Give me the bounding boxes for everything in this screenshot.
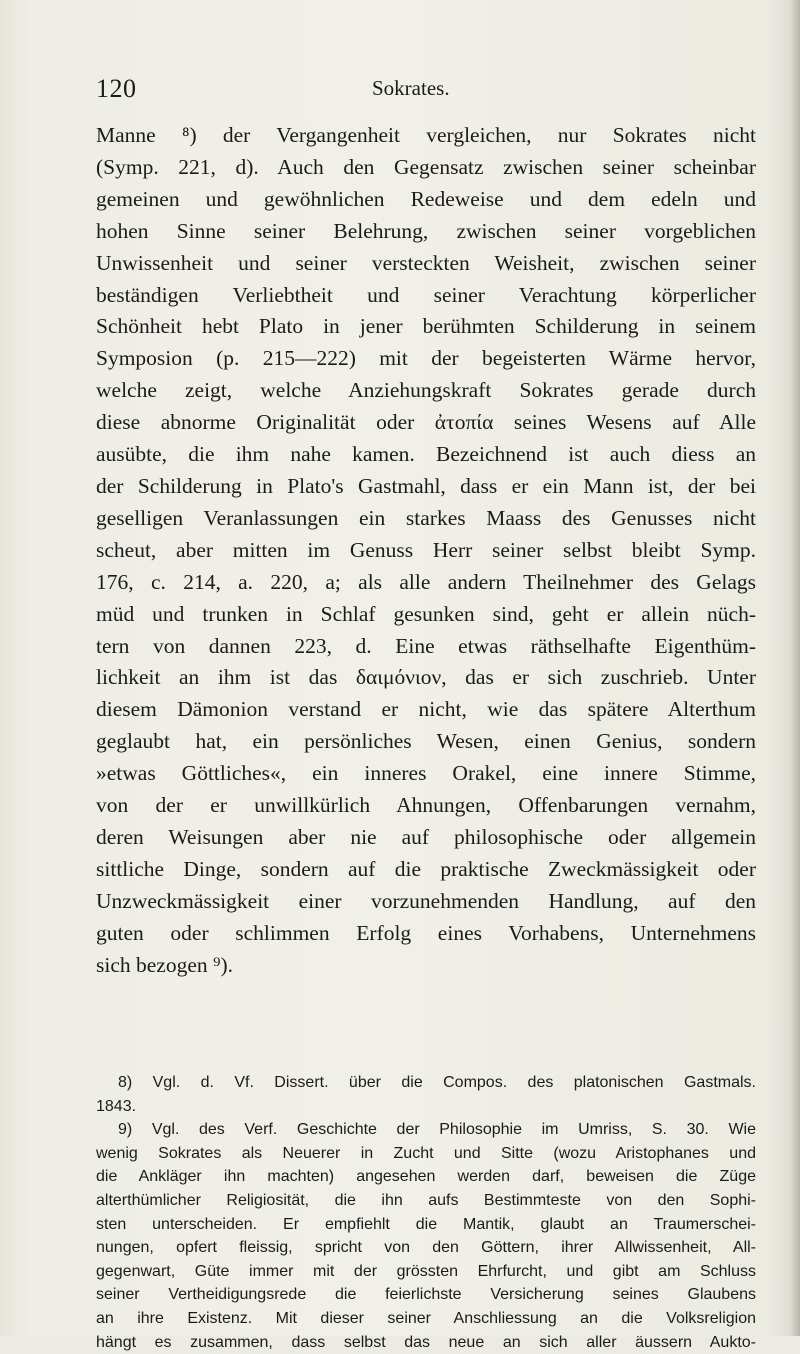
text-line: gemeinen und gewöhnlichen Redeweise und dem edeln und <box>96 186 756 211</box>
main-text <box>96 120 756 981</box>
text-line: diesem Dämonion verstand er nicht, wie das spätere Alterthum <box>96 697 756 722</box>
text-line: (Symp. 221, d). Auch den Gegensatz zwischen seiner scheinbar <box>96 154 756 179</box>
page-edge-shadow <box>790 0 800 1336</box>
text-line: sittliche Dinge, sondern auf die praktische Zweckmässigkeit oder <box>96 856 756 881</box>
footnote-line: wenig Sokrates als Neuerer in Zucht und Sitte (wozu Aristophanes und <box>96 1144 756 1162</box>
running-title: Sokrates. <box>372 76 450 100</box>
footnote-line: hängt es zusammen, dass selbst das neue an sich aller äussern Aukto- <box>96 1333 756 1351</box>
text-line: geglaubt hat, ein persönliches Wesen, einen Genius, sondern <box>96 729 756 754</box>
text-line: diese abnorme Originalität oder ἀτοπία seines Wesens auf Alle <box>96 410 756 435</box>
text-line: Manne ⁸) der Vergangenheit vergleichen, nur Sokrates nicht <box>96 123 756 147</box>
text-line: 176, c. 214, a. 220, a; als alle andern Theilnehmer des Gelags <box>96 569 756 594</box>
text-line: beständigen Verliebtheit und seiner Verachtung körperlicher <box>96 282 756 307</box>
text-line: Schönheit hebt Plato in jener berühmten Schilderung in seinem <box>96 314 756 339</box>
footnote-line: an ihre Existenz. Mit dieser seiner Anschliessung an die Volksreligion <box>96 1309 756 1327</box>
footnote-line: alterthümlicher Religiosität, die ihn aufs Bestimmteste von den Sophi- <box>96 1191 756 1209</box>
text-line: ausübte, die ihm nahe kamen. Bezeichnend ist auch diess an <box>96 442 756 467</box>
text-line: von der er unwillkürlich Ahnungen, Offenbarungen vernahm, <box>96 793 756 818</box>
footnote-line: die Ankläger ihn machten) angesehen werden darf, beweisen die Züge <box>96 1168 756 1186</box>
footnote-line: sten unterscheiden. Er empfiehlt die Mantik, glaubt an Traumerschei- <box>96 1215 756 1233</box>
footnote-8: 8) Vgl. d. Vf. Dissert. über die Compos. des platonischen Gastmals. <box>118 1074 756 1091</box>
text-line: hohen Sinne seiner Belehrung, zwischen seiner vorgeblichen <box>96 218 756 243</box>
text-line: Symposion (p. 215—222) mit der begeisterten Wärme hervor, <box>96 346 756 371</box>
text-line: welche zeigt, welche Anziehungskraft Sokrates gerade durch <box>96 378 756 403</box>
footnote-line: 1843. <box>96 1097 137 1115</box>
text-line: der Schilderung in Plato's Gastmahl, dass er ein Mann ist, der bei <box>96 473 756 498</box>
text-line: sich bezogen ⁹). <box>96 952 234 977</box>
text-line: »etwas Göttliches«, ein inneres Orakel, eine innere Stimme, <box>96 761 756 786</box>
text-line: scheut, aber mitten im Genuss Herr seiner selbst bleibt Symp. <box>96 537 756 562</box>
text-line: lichkeit an ihm ist das δαιμόνιον, das er sich zuschrieb. Unter <box>96 665 756 690</box>
page-number: 120 <box>96 74 137 103</box>
footnote-9: 9) Vgl. des Verf. Geschichte der Philosophie im Umriss, S. 30. Wie <box>118 1121 756 1139</box>
page-header <box>96 70 756 104</box>
text-line: müd und trunken in Schlaf gesunken sind, geht er allein nüch- <box>96 601 756 626</box>
text-line: deren Weisungen aber nie auf philosophische oder allgemein <box>96 824 756 849</box>
text-line: guten oder schlimmen Erfolg eines Vorhabens, Unternehmens <box>96 920 756 945</box>
text-line: Unzweckmässigkeit einer vorzunehmenden Handlung, auf den <box>96 888 756 913</box>
text-line: tern von dannen 223, d. Eine etwas räthselhafte Eigenthüm- <box>96 633 756 658</box>
footnote-line: nungen, opfert fleissig, spricht von den Göttern, ihrer Allwissenheit, All- <box>96 1239 756 1257</box>
footnote-line: gegenwart, Güte immer mit der grössten Ehrfurcht, und gibt am Schluss <box>96 1262 756 1280</box>
footnote-line: seiner Vertheidigungsrede die feierlichste Versicherung seines Glaubens <box>96 1286 756 1304</box>
text-line: Unwissenheit und seiner versteckten Weisheit, zwischen seiner <box>96 250 756 275</box>
text-line: geselligen Veranlassungen ein starkes Maass des Genusses nicht <box>96 505 756 530</box>
footnotes <box>96 1071 756 1354</box>
